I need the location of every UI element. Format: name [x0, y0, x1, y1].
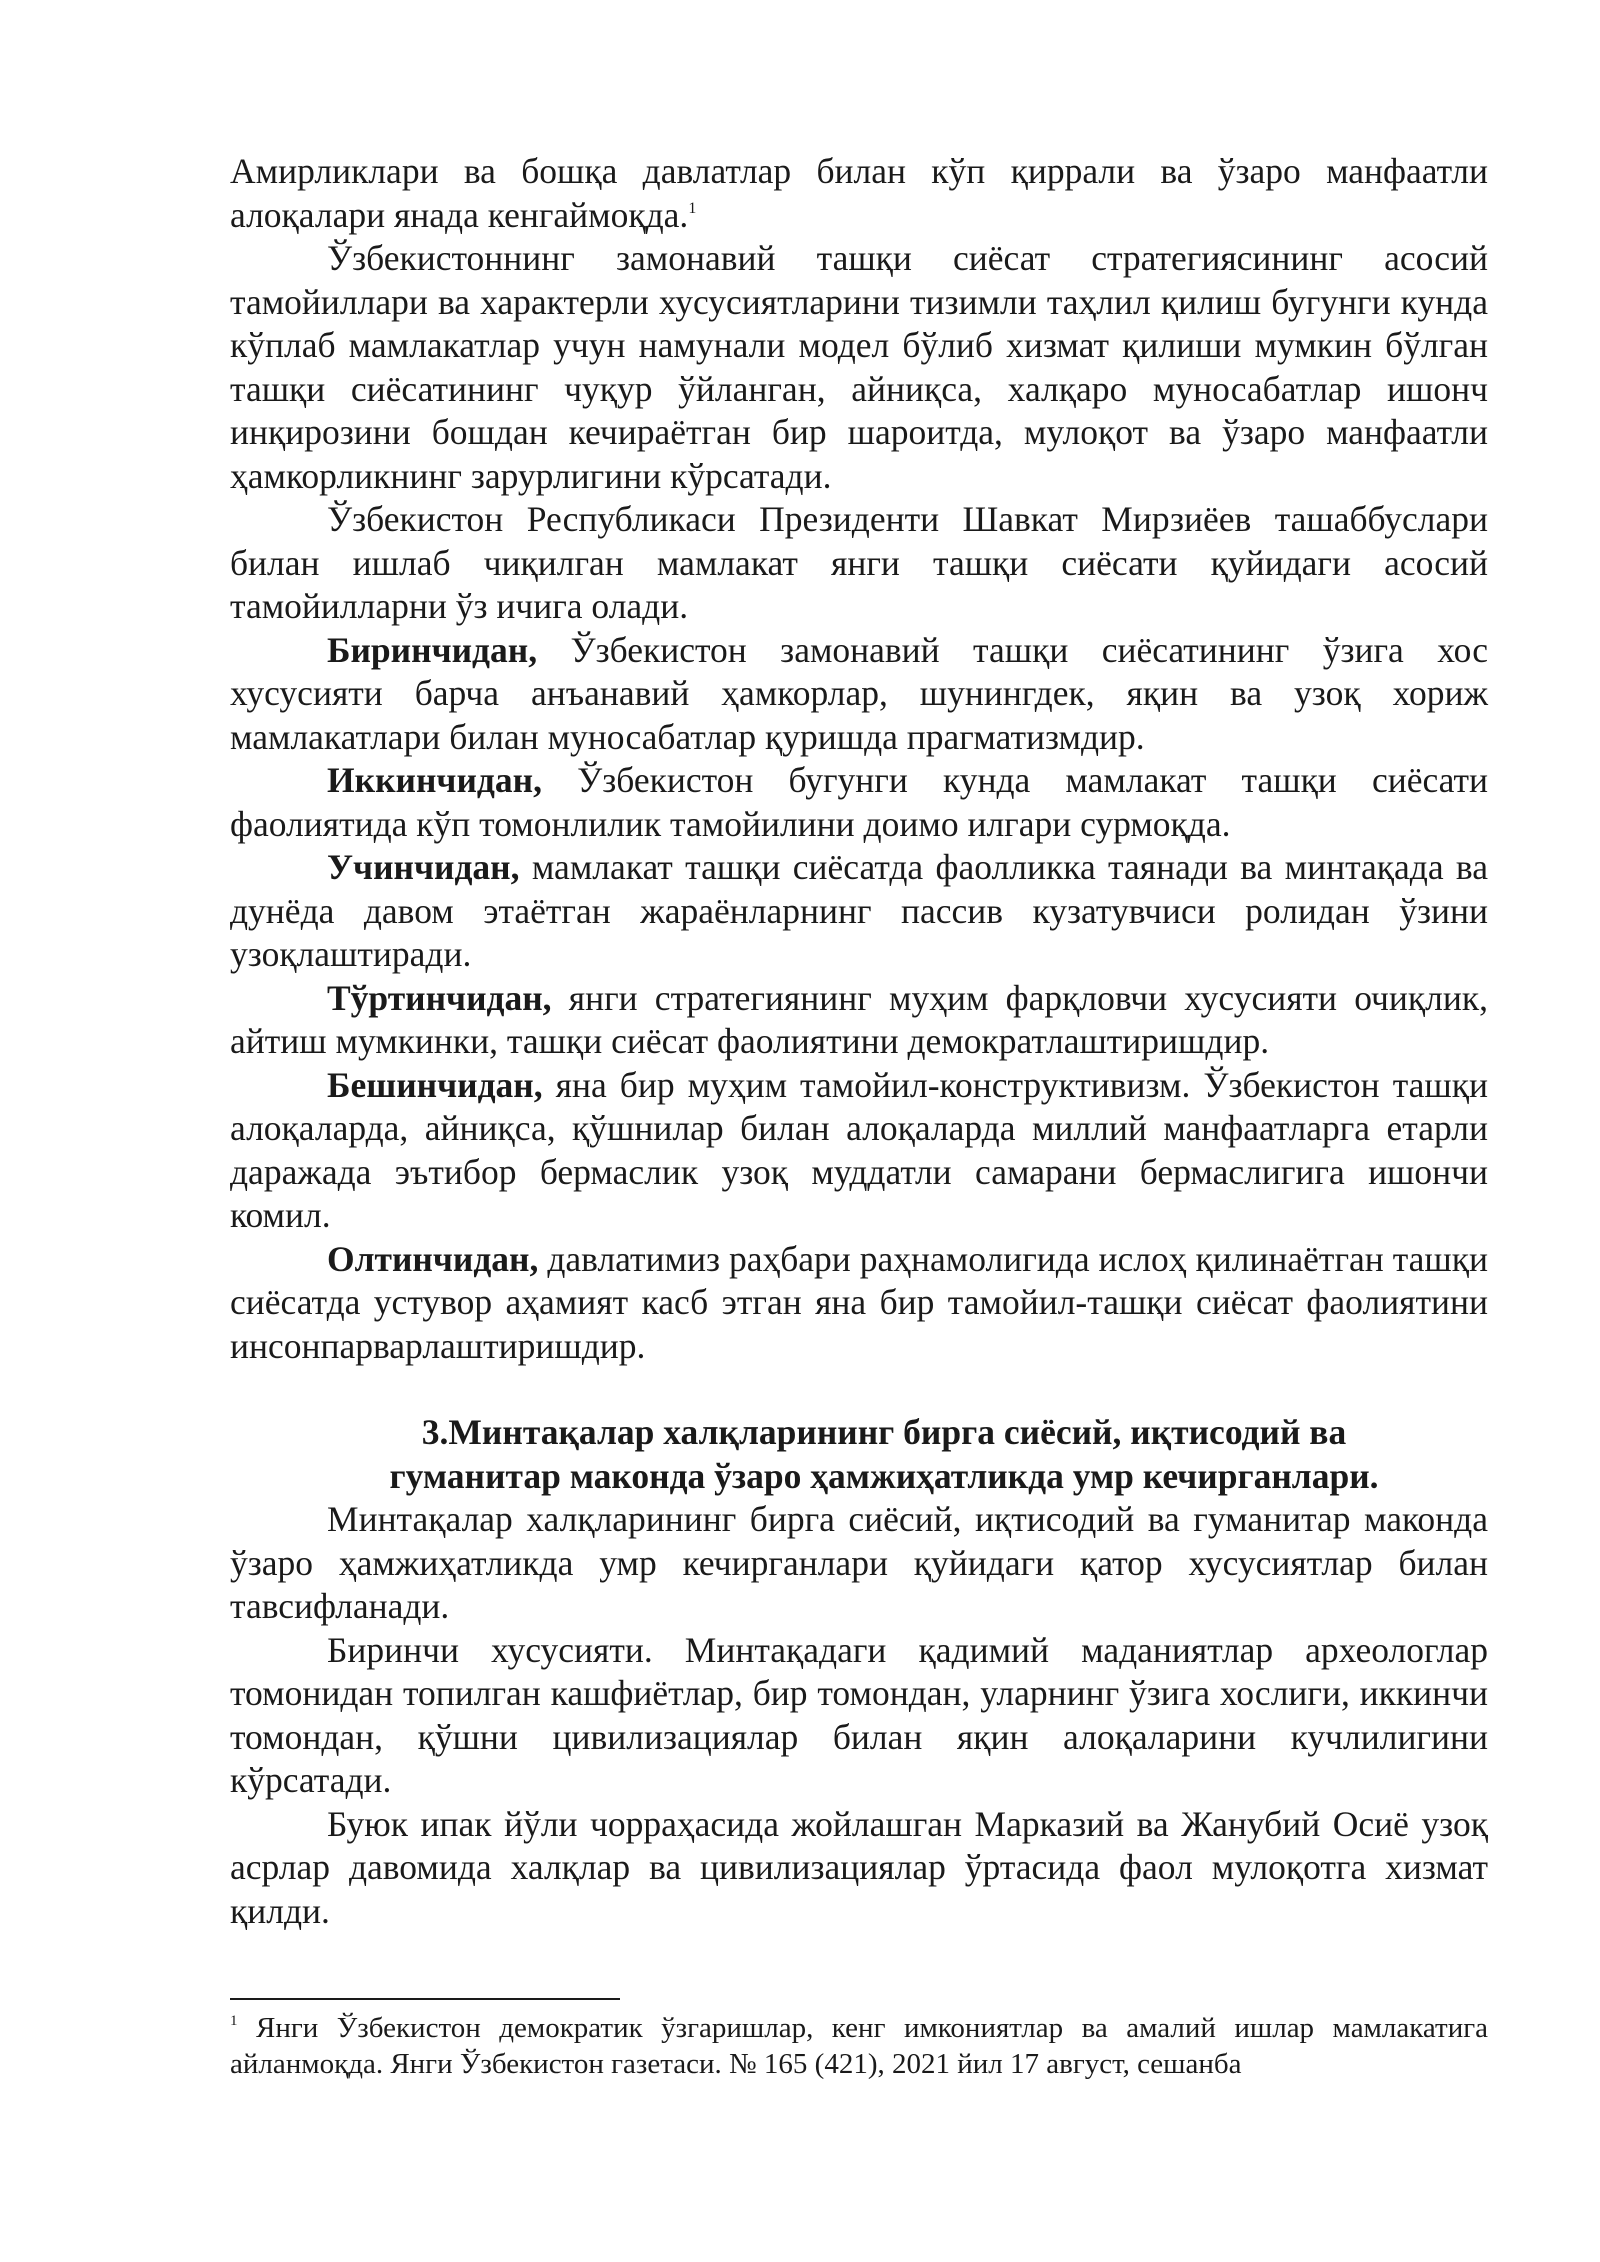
paragraph-president-initiatives [230, 498, 1488, 629]
section-heading-line2: гуманитар маконда ўзаро ҳамжиҳатликда умр кечирганлари. [389, 1455, 1379, 1496]
paragraph-text: Буюк ипак йўли чорраҳасида жойлашган Марказий ва Жанубий Осиё узоқ асрлар давомида халқлар ва цивилизациялар ўртасида фаол мулоқотга хизмат қилди. [230, 1803, 1488, 1931]
paragraph-text: Ўзбекистон Республикаси Президенти Шавкат Мирзиёев ташаббуслари билан ишлаб чиқилган мамлакат янги ташқи сиёсати қуйидаги асосий тамойилларни ўз ичига олади. [230, 499, 1488, 626]
section-heading [230, 1411, 1488, 1498]
principle-text: янги стратегиянинг муҳим фарқловчи хусусияти очиқлик, айтиш мумкинки, ташқи сиёсат фаолиятини демократлаштиришдир. [230, 977, 1488, 1061]
principle-text: Ўзбекистон замонавий ташқи сиёсатининг ўзига хос хусусияти барча анъанавий ҳамкорлар, шунингдек, яқин ва узоқ хориж мамлакатлари билан муносабатлар қуришда прагматизмдир. [230, 629, 1488, 757]
paragraph-text: Амирликлари ва бошқа давлатлар билан кўп қиррали ва ўзаро манфаатли алоқалари янада кенгаймоқда. [230, 151, 1488, 235]
footnote-reference[interactable]: 1 [688, 199, 697, 217]
footnote-separator [230, 1998, 620, 2000]
principle-lead: Бешинчидан, [327, 1064, 543, 1105]
principle-text: Ўзбекистон бугунги кунда мамлакат ташқи сиёсати фаолиятида кўп томонлилик тамойилини доимо илгари сурмоқда. [230, 760, 1488, 844]
principle-first [230, 629, 1488, 760]
principle-lead: Тўртинчидан, [327, 977, 552, 1018]
section-heading-line1: 3.Минтақалар халқларининг бирга сиёсий, иқтисодий ва [421, 1412, 1347, 1452]
footnote-marker: 1 [230, 2013, 238, 2029]
document-page [230, 150, 1488, 1933]
principle-sixth [230, 1238, 1488, 1369]
principle-lead: Иккинчидан, [327, 760, 542, 800]
paragraph-text: Биринчи хусусияти. Минтақадаги қадимий маданиятлар археологлар томонидан топилган кашфиётлар, бир томондан, уларнинг ўзига хослиги, иккинчи томондан, қўшни цивилизациялар билан яқин алоқаларини кучлилигини кўрсатади. [230, 1629, 1488, 1800]
section-paragraph-first-feature [230, 1629, 1488, 1803]
principle-text: давлатимиз раҳбари раҳнамолигида ислоҳ қилинаётган ташқи сиёсатда устувор аҳамият касб этган яна бир тамойил-ташқи сиёсат фаолиятини инсонпарварлаштиришдир. [230, 1238, 1488, 1366]
principle-second [230, 759, 1488, 846]
principle-fourth [230, 977, 1488, 1064]
section-paragraph-silk-road [230, 1803, 1488, 1934]
principle-third [230, 846, 1488, 977]
paragraph-continuation [230, 150, 1488, 237]
paragraph-text: Ўзбекистоннинг замонавий ташқи сиёсат стратегиясининг асосий тамойиллари ва характерли хусусиятларини тизимли таҳлил қилиш бугунги кунда кўплаб мамлакатлар учун намунали модел бўлиб хизмат қилиши мумкин бўлган ташқи сиёсатининг чуқур ўйланган, айниқса, халқаро муносабатлар ишонч инқирозини бошдан кечираётган бир шароитда, мулоқот ва ўзаро манфаатли ҳамкорликнинг зарурлигини кўрсатади. [230, 238, 1488, 496]
footnote-text: Янги Ўзбекистон демократик ўзгаришлар, кенг имкониятлар ва амалий ишлар мамлакатига айланмоқда. Янги Ўзбекистон газетаси. № 165 (421), 2021 йил 17 август, сешанба [230, 2012, 1488, 2080]
principle-text: мамлакат ташқи сиёсатда фаолликка таянади ва минтақада ва дунёда давом этаётган жараёнларнинг пассив кузатувчиси ролидан ўзини узоқлаштиради. [230, 847, 1488, 974]
paragraph-principles-analysis [230, 237, 1488, 498]
principle-fifth [230, 1064, 1488, 1238]
principle-lead: Биринчидан, [327, 629, 538, 670]
principle-lead: Олтинчидан, [327, 1238, 539, 1279]
principle-lead: Учинчидан, [327, 847, 520, 887]
footnote [230, 2010, 1488, 2082]
section-paragraph-intro [230, 1498, 1488, 1629]
principle-text: яна бир муҳим тамойил-конструктивизм. Ўзбекистон ташқи алоқаларда, айниқса, қўшнилар билан алоқаларда миллий манфаатларга етарли даражада эътибор бермаслик узоқ муддатли самарани бермаслигига ишончи комил. [230, 1064, 1488, 1235]
paragraph-text: Минтақалар халқларининг бирга сиёсий, иқтисодий ва гуманитар маконда ўзаро ҳамжиҳатликда умр кечирганлари қуйидаги қатор хусусиятлар билан тавсифланади. [230, 1499, 1488, 1626]
